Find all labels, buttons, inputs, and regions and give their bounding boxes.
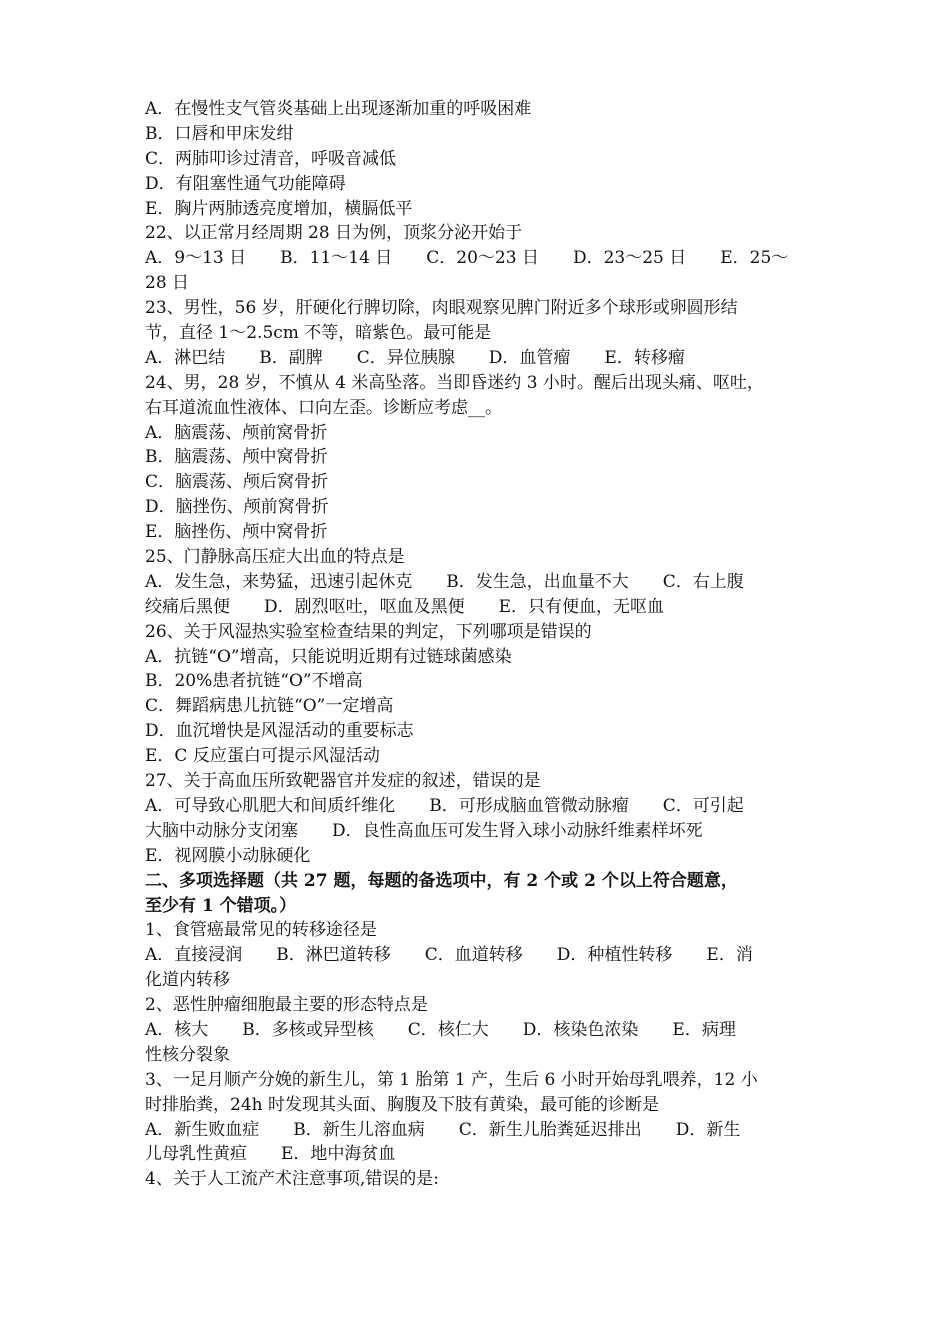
text-line: B．脑震荡、颅中窝骨折 (145, 447, 328, 468)
text-line: C．两肺叩诊过清音，呼吸音减低 (145, 148, 397, 169)
text-line: A．新生败血症 B．新生儿溶血病 C．新生儿胎粪延迟排出 D．新生 (145, 1119, 741, 1140)
text-line: A．抗链“O”增高，只能说明近期有过链球菌感染 (145, 646, 512, 667)
text-line: D．脑挫伤、颅前窝骨折 (145, 497, 329, 518)
text-line: E．C 反应蛋白可提示风湿活动 (145, 746, 380, 767)
section-heading-cont: 至少有 1 个错项。） (145, 895, 297, 916)
question-22: 22、以正常月经周期 28 日为例，顶浆分泌开始于 (145, 223, 523, 244)
document-page (145, 97, 809, 1192)
text-line: A．可导致心肌肥大和间质纤维化 B．可形成脑血管微动脉瘤 C．可引起 (145, 795, 744, 816)
text-line: 性核分裂象 (145, 1044, 230, 1065)
mq-question-3: 3、一足月顺产分娩的新生儿，第 1 胎第 1 产，生后 6 小时开始母乳喂养，12 小 (145, 1069, 758, 1090)
text-line: A．9～13 日 B．11～14 日 C．20～23 日 D．23～25 日 E．25～ (145, 248, 789, 269)
text-line: C．舞蹈病患儿抗链“O”一定增高 (145, 696, 394, 717)
text-line: D．血沉增快是风湿活动的重要标志 (145, 721, 414, 742)
text-line: A．核大 B．多核或异型核 C．核仁大 D．核染色浓染 E．病理 (145, 1019, 736, 1040)
text-line: A．淋巴结 B．副脾 C．异位胰腺 D．血管瘤 E．转移瘤 (145, 347, 685, 368)
text-line: E．胸片两肺透亮度增加，横膈低平 (145, 198, 413, 219)
mq-question-1: 1、食管癌最常见的转移途径是 (145, 920, 377, 941)
mq-question-2: 2、恶性肿瘤细胞最主要的形态特点是 (145, 995, 428, 1016)
mq-question-4: 4、关于人工流产术注意事项,错误的是: (145, 1169, 439, 1190)
text-line: 右耳道流血性液体、口向左歪。诊断应考虑__。 (145, 397, 502, 418)
text-line: E．视网膜小动脉硬化 (145, 845, 311, 866)
text-line: A．脑震荡、颅前窝骨折 (145, 422, 328, 443)
text-line: C．脑震荡、颅后窝骨折 (145, 472, 329, 493)
text-line: 节，直径 1～2.5cm 不等，暗紫色。最可能是 (145, 323, 492, 344)
text-line: 时排胎粪，24h 时发现其头面、胸腹及下肢有黄染，最可能的诊断是 (145, 1094, 659, 1115)
text-line: 大脑中动脉分支闭塞 D．良性高血压可发生肾入球小动脉纤维素样坏死 (145, 820, 703, 841)
text-line: A．在慢性支气管炎基础上出现逐渐加重的呼吸困难 (145, 99, 532, 119)
text-line: 28 日 (145, 273, 190, 294)
text-line: 化道内转移 (145, 970, 230, 991)
text-line: A．直接浸润 B．淋巴道转移 C．血道转移 D．种植性转移 E．消 (145, 945, 753, 966)
text-line: B．20%患者抗链“O”不增高 (145, 671, 363, 692)
question-25: 25、门静脉高压症大出血的特点是 (145, 547, 405, 568)
question-27: 27、关于高血压所致靶器官并发症的叙述，错误的是 (145, 771, 541, 792)
text-line: E．脑挫伤、颅中窝骨折 (145, 522, 328, 543)
question-24: 24、男，28 岁，不慎从 4 米高坠落。当即昏迷约 3 小时。醒后出现头痛、呕吐， (145, 372, 764, 393)
section-heading: 二、多项选择题（共 27 题，每题的备选项中，有 2 个或 2 个以上符合题意， (145, 870, 738, 891)
text-line: 儿母乳性黄疸 E．地中海贫血 (145, 1144, 396, 1165)
text-line: B．口唇和甲床发绀 (145, 123, 294, 144)
question-23: 23、男性，56 岁，肝硬化行脾切除，肉眼观察见脾门附近多个球形或卵圆形结 (145, 298, 738, 319)
text-line: D．有阻塞性通气功能障碍 (145, 173, 346, 194)
question-26: 26、关于风湿热实验室检查结果的判定，下列哪项是错误的 (145, 621, 592, 642)
text-line: 绞痛后黑便 D．剧烈呕吐，呕血及黑便 E．只有便血，无呕血 (145, 596, 665, 617)
text-line: A．发生急，来势猛，迅速引起休克 B．发生急，出血量不大 C．右上腹 (145, 571, 744, 592)
